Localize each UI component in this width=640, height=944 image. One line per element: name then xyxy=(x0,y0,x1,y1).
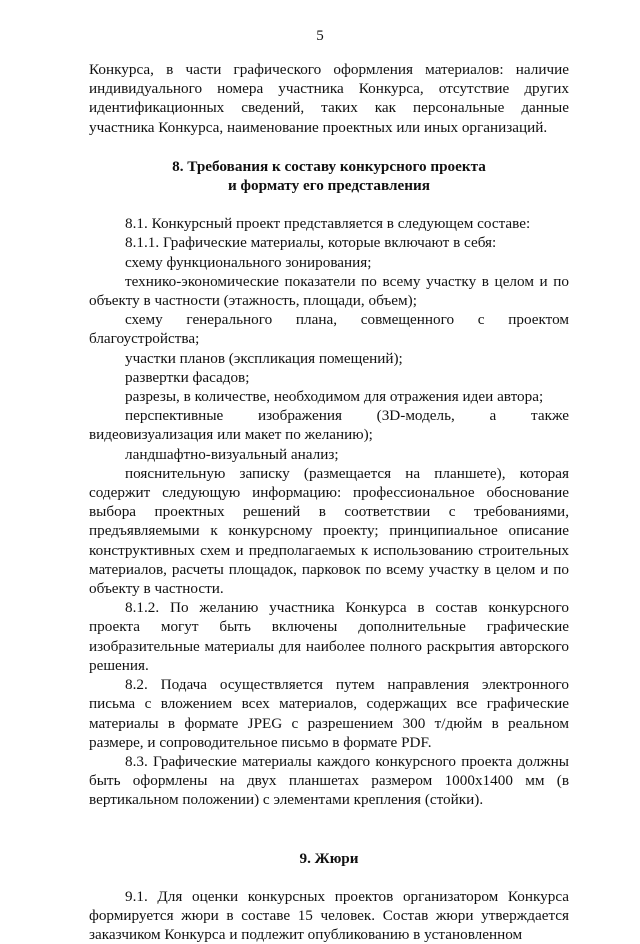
paragraph-8-1-2: 8.1.2. По желанию участника Конкурса в состав конкурсного проекта могут быть включены дополнительные графические изобразительные материалы для наиболее полного раскрытия авторского решения. xyxy=(89,599,569,674)
page-content xyxy=(89,60,569,944)
paragraph-8-1-1: 8.1.1. Графические материалы, которые включают в себя: xyxy=(125,234,497,252)
list-item-perspectives: перспективные изображения (3D-модель, а также видеовизуализация или макет по желанию); xyxy=(89,407,569,444)
section-8-title-line1: 8. Требования к составу конкурсного проекта xyxy=(172,157,486,175)
list-item-zoning: схему функционального зонирования; xyxy=(125,253,372,271)
list-item-master-plan: схему генерального плана, совмещенного с проектом благоустройства; xyxy=(89,311,569,348)
list-item-indicators: технико-экономические показатели по всему участку в целом и по объекту в частности (этажность, площади, объем); xyxy=(89,272,569,310)
list-item-facades: развертки фасадов; xyxy=(125,368,250,386)
page-number: 5 xyxy=(316,28,324,44)
paragraph-continuation: Конкурса, в части графического оформления материалов: наличие индивидуального номера участника Конкурса, отсутствие других идентификационных сведений, таких как персональные данные участника Конкурса, наименование проектных или иных организаций. xyxy=(89,61,569,136)
section-9-heading: 9. Жюри xyxy=(299,849,359,867)
section-8-title-line2: и формату его представления xyxy=(228,177,430,195)
paragraph-8-1: 8.1. Конкурсный проект представляется в следующем составе: xyxy=(125,215,531,233)
paragraph-8-3: 8.3. Графические материалы каждого конкурсного проекта должны быть оформлены на двух планшетах размером 1000x1400 мм (в вертикальном положении) с элементами крепления (стойки). xyxy=(89,752,569,809)
list-item-sections: разрезы, в количестве, необходимом для отражения идеи автора; xyxy=(125,388,544,406)
list-item-explanatory-note: пояснительную записку (размещается на планшете), которая содержит следующую информацию: профессиональное обоснование выбора проектных решений в соответствии с требованиями, предъявляемыми к конкурсному проекту; принципиальное описание конструктивных схем и предполагаемых к использованию строительных материалов, расчеты площадок, парковок по всему участку в целом и по объекту в частности. xyxy=(89,464,569,598)
section-8-heading xyxy=(89,157,569,195)
paragraph-9-1: 9.1. Для оценки конкурсных проектов организатором Конкурса формируется жюри в составе 15 человек. Состав жюри утверждается заказчиком Конкурса и подлежит опубликованию в установленном xyxy=(89,887,569,944)
list-item-floor-plans: участки планов (экспликация помещений); xyxy=(125,349,403,367)
paragraph-8-2: 8.2. Подача осуществляется путем направления электронного письма с вложением всех материалов, содержащих все графические материалы в формате JPEG с разрешением 300 т/дюйм в реальном размере, и сопроводительное письмо в формате PDF. xyxy=(89,676,569,751)
list-item-landscape: ландшафтно-визуальный анализ; xyxy=(125,445,339,463)
